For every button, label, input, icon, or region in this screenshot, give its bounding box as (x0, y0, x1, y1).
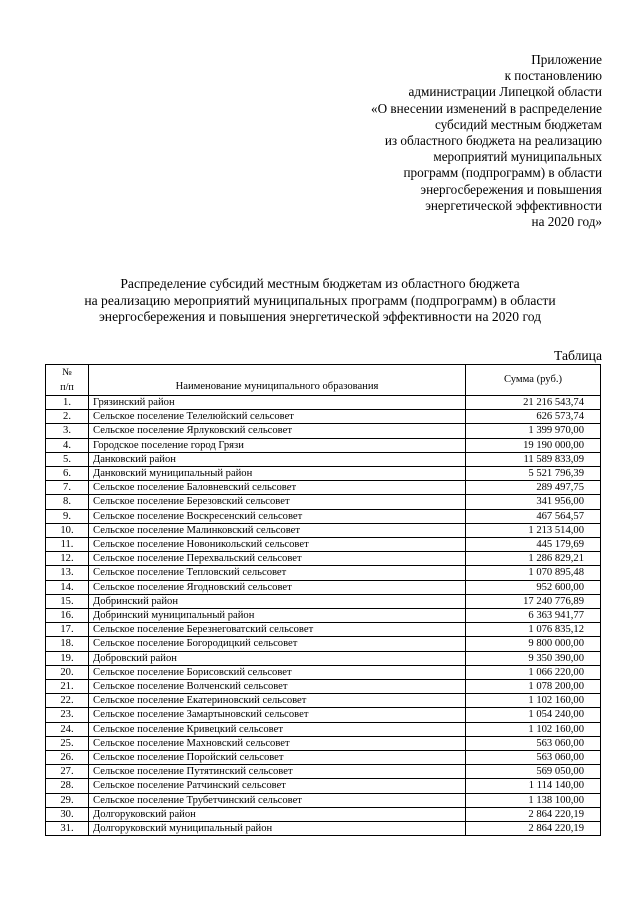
row-name: Сельское поселение Баловневский сельсовет (89, 481, 466, 495)
table-row (46, 509, 601, 523)
row-sum: 2 864 220,19 (466, 807, 601, 821)
row-name: Добринский муниципальный район (89, 609, 466, 623)
table-row (46, 566, 601, 580)
row-name: Данковский район (89, 452, 466, 466)
appendix-line: администрации Липецкой области (408, 84, 602, 100)
row-name: Сельское поселение Кривецкий сельсовет (89, 722, 466, 736)
header-number (46, 365, 89, 396)
row-sum: 1 054 240,00 (466, 708, 601, 722)
table-row (46, 594, 601, 608)
table-row (46, 424, 601, 438)
row-number: 5. (46, 452, 89, 466)
row-number: 2. (46, 410, 89, 424)
row-sum: 1 066 220,00 (466, 665, 601, 679)
row-number: 30. (46, 807, 89, 821)
row-name: Долгоруковский район (89, 807, 466, 821)
row-number: 10. (46, 523, 89, 537)
row-name: Долгоруковский муниципальный район (89, 822, 466, 836)
row-name: Сельское поселение Ярлуковский сельсовет (89, 424, 466, 438)
header-number-abbrev: п/п (60, 382, 74, 393)
row-sum: 11 589 833,09 (466, 452, 601, 466)
table-row (46, 481, 601, 495)
row-name: Добровский район (89, 651, 466, 665)
row-name: Сельское поселение Ягодновский сельсовет (89, 580, 466, 594)
row-number: 9. (46, 509, 89, 523)
row-sum: 341 956,00 (466, 495, 601, 509)
row-number: 25. (46, 736, 89, 750)
table-row (46, 651, 601, 665)
row-sum: 1 076 835,12 (466, 623, 601, 637)
row-sum: 289 497,75 (466, 481, 601, 495)
row-number: 23. (46, 708, 89, 722)
appendix-block (302, 52, 602, 230)
table-row (46, 538, 601, 552)
row-sum: 1 102 160,00 (466, 694, 601, 708)
row-number: 21. (46, 680, 89, 694)
row-name: Сельское поселение Екатериновский сельсовет (89, 694, 466, 708)
row-sum: 1 114 140,00 (466, 779, 601, 793)
row-sum: 17 240 776,89 (466, 594, 601, 608)
row-sum: 21 216 543,74 (466, 396, 601, 410)
document-title (40, 276, 600, 326)
table-row (46, 623, 601, 637)
table-row (46, 637, 601, 651)
table-row (46, 793, 601, 807)
table-row (46, 523, 601, 537)
row-name: Сельское поселение Ратчинский сельсовет (89, 779, 466, 793)
table-row (46, 807, 601, 821)
row-sum: 1 399 970,00 (466, 424, 601, 438)
table-row (46, 765, 601, 779)
appendix-line: Приложение (531, 52, 602, 67)
row-number: 3. (46, 424, 89, 438)
row-sum: 445 179,69 (466, 538, 601, 552)
table-row (46, 410, 601, 424)
row-name: Сельское поселение Березнеговатский сельсовет (89, 623, 466, 637)
row-number: 8. (46, 495, 89, 509)
row-name: Сельское поселение Путятинский сельсовет (89, 765, 466, 779)
appendix-line: мероприятий муниципальных (433, 149, 602, 165)
row-sum: 1 286 829,21 (466, 552, 601, 566)
row-name: Добринский район (89, 594, 466, 608)
table-row (46, 452, 601, 466)
row-sum: 563 060,00 (466, 751, 601, 765)
row-sum: 6 363 941,77 (466, 609, 601, 623)
row-number: 27. (46, 765, 89, 779)
appendix-line: энергосбережения и повышения (420, 181, 602, 197)
row-name: Сельское поселение Телелюйский сельсовет (89, 410, 466, 424)
row-name: Данковский муниципальный район (89, 467, 466, 481)
row-number: 22. (46, 694, 89, 708)
row-name: Сельское поселение Борисовский сельсовет (89, 665, 466, 679)
appendix-line: на 2020 год» (531, 214, 602, 230)
row-sum: 2 864 220,19 (466, 822, 601, 836)
row-number: 24. (46, 722, 89, 736)
row-number: 16. (46, 609, 89, 623)
table-row (46, 680, 601, 694)
row-name: Городское поселение город Грязи (89, 438, 466, 452)
row-name: Сельское поселение Малинковский сельсовет (89, 523, 466, 537)
row-name: Сельское поселение Махновский сельсовет (89, 736, 466, 750)
title-line: энергосбережения и повышения энергетической эффективности на 2020 год (98, 309, 542, 325)
row-name: Сельское поселение Поройский сельсовет (89, 751, 466, 765)
appendix-line: энергетической эффективности (425, 197, 602, 213)
row-number: 14. (46, 580, 89, 594)
table-row (46, 665, 601, 679)
row-name: Сельское поселение Замартыновский сельсовет (89, 708, 466, 722)
row-sum: 1 102 160,00 (466, 722, 601, 736)
row-name: Сельское поселение Воскресенский сельсовет (89, 509, 466, 523)
row-number: 12. (46, 552, 89, 566)
table-row (46, 438, 601, 452)
table-row (46, 694, 601, 708)
row-name: Грязинский район (89, 396, 466, 410)
row-sum: 569 050,00 (466, 765, 601, 779)
row-sum: 5 521 796,39 (466, 467, 601, 481)
table-row (46, 580, 601, 594)
table-row (46, 467, 601, 481)
table-row (46, 552, 601, 566)
table-row (46, 779, 601, 793)
table-row (46, 822, 601, 836)
appendix-line: субсидий местным бюджетам (434, 116, 602, 132)
row-number: 20. (46, 665, 89, 679)
row-number: 29. (46, 793, 89, 807)
header-sum: Сумма (руб.) (466, 365, 601, 396)
subsidy-table (45, 364, 601, 836)
row-number: 15. (46, 594, 89, 608)
title-line: на реализацию мероприятий муниципальных программ (подпрограмм) в области (84, 292, 556, 308)
header-name: Наименование муниципального образования (89, 365, 466, 396)
row-name: Сельское поселение Тепловский сельсовет (89, 566, 466, 580)
row-number: 28. (46, 779, 89, 793)
table-row (46, 736, 601, 750)
table-row (46, 495, 601, 509)
row-number: 13. (46, 566, 89, 580)
title-line: Распределение субсидий местным бюджетам из областного бюджета (120, 276, 520, 291)
appendix-line: программ (подпрограмм) в области (403, 165, 602, 181)
row-name: Сельское поселение Перехвальский сельсовет (89, 552, 466, 566)
row-sum: 467 564,57 (466, 509, 601, 523)
row-sum: 1 213 514,00 (466, 523, 601, 537)
row-sum: 1 070 895,48 (466, 566, 601, 580)
row-number: 18. (46, 637, 89, 651)
table-row (46, 722, 601, 736)
table-row (46, 609, 601, 623)
row-number: 11. (46, 538, 89, 552)
row-number: 1. (46, 396, 89, 410)
appendix-line: к постановлению (504, 68, 602, 84)
row-number: 31. (46, 822, 89, 836)
row-name: Сельское поселение Трубетчинский сельсовет (89, 793, 466, 807)
row-number: 6. (46, 467, 89, 481)
row-number: 26. (46, 751, 89, 765)
row-number: 7. (46, 481, 89, 495)
header-number-symbol: № (62, 367, 72, 378)
row-number: 17. (46, 623, 89, 637)
row-number: 4. (46, 438, 89, 452)
table-header-row (46, 365, 601, 396)
row-sum: 1 078 200,00 (466, 680, 601, 694)
row-name: Сельское поселение Новоникольский сельсовет (89, 538, 466, 552)
row-sum: 9 350 390,00 (466, 651, 601, 665)
row-name: Сельское поселение Богородицкий сельсовет (89, 637, 466, 651)
row-name: Сельское поселение Березовский сельсовет (89, 495, 466, 509)
table-row (46, 708, 601, 722)
table-label: Таблица (554, 348, 602, 363)
appendix-line: из областного бюджета на реализацию (384, 133, 602, 149)
table-row (46, 751, 601, 765)
row-name: Сельское поселение Волченский сельсовет (89, 680, 466, 694)
row-sum: 9 800 000,00 (466, 637, 601, 651)
table-row (46, 396, 601, 410)
row-sum: 19 190 000,00 (466, 438, 601, 452)
row-sum: 626 573,74 (466, 410, 601, 424)
row-sum: 1 138 100,00 (466, 793, 601, 807)
row-number: 19. (46, 651, 89, 665)
appendix-line: «О внесении изменений в распределение (371, 100, 602, 116)
row-sum: 563 060,00 (466, 736, 601, 750)
row-sum: 952 600,00 (466, 580, 601, 594)
